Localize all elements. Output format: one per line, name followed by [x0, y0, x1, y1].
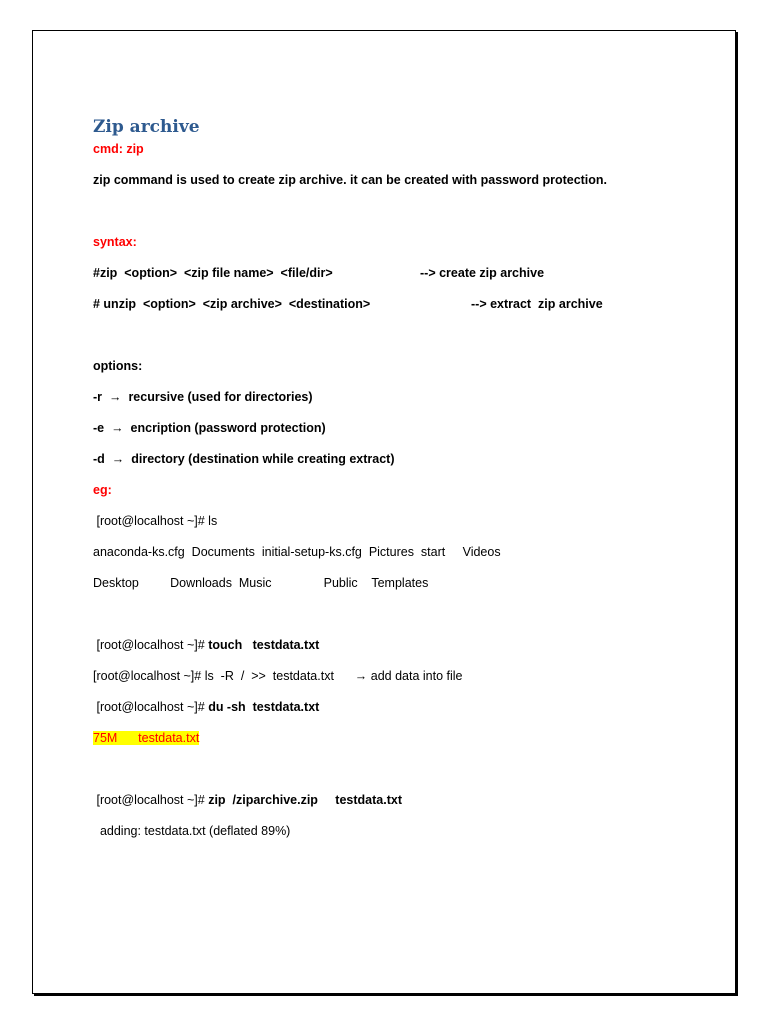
- right-arrow-icon: →: [111, 421, 124, 435]
- eg-label: eg:: [93, 483, 112, 497]
- option-e: [93, 420, 326, 436]
- option-flag: -r: [93, 390, 103, 404]
- option-flag: -e: [93, 421, 105, 435]
- right-arrow-icon: →: [108, 390, 122, 404]
- syntax-label: syntax:: [93, 235, 137, 249]
- example-touch-line: [93, 637, 319, 653]
- example-ls-redirect-line: [93, 668, 462, 684]
- zip-output: adding: testdata.txt (deflated 89%): [93, 824, 291, 838]
- cmd-label: cmd: zip: [93, 142, 144, 156]
- option-flag: -d: [93, 452, 105, 466]
- shell-prompt: [root@localhost ~]#: [93, 700, 209, 714]
- shell-prompt: [root@localhost ~]#: [93, 638, 209, 652]
- ls-redirect-command: [root@localhost ~]# ls -R / >> testdata.txt: [93, 669, 355, 683]
- option-d: [93, 451, 394, 467]
- du-result-highlight: 75M testdata.txt: [93, 731, 200, 745]
- syntax-zip-desc: --> create zip archive: [420, 266, 545, 280]
- zip-command: zip /ziparchive.zip testdata.txt: [208, 793, 402, 807]
- option-r: [93, 389, 313, 405]
- option-text: encription (password protection): [130, 421, 326, 435]
- syntax-unzip-desc: --> extract zip archive: [471, 297, 603, 311]
- du-command: du -sh testdata.txt: [208, 700, 320, 714]
- page-title: Zip archive: [93, 117, 200, 137]
- right-arrow-icon: →: [111, 452, 125, 466]
- description: zip command is used to create zip archive. it can be created with password protection.: [93, 173, 608, 187]
- example-du-line: [93, 699, 319, 715]
- option-text: recursive (used for directories): [128, 390, 313, 404]
- shell-prompt: [root@localhost ~]#: [93, 793, 209, 807]
- option-text: directory (destination while creating extract): [131, 452, 395, 466]
- right-arrow-icon: →: [354, 669, 368, 683]
- ls-redirect-note: add data into file: [367, 669, 463, 683]
- syntax-unzip-cmd: # unzip <option> <zip archive> <destination>: [93, 297, 371, 311]
- ls-output-row-1: anaconda-ks.cfg Documents initial-setup-ks.cfg Pictures start Videos: [93, 545, 501, 559]
- document-page: [32, 30, 736, 994]
- touch-command: touch testdata.txt: [208, 638, 320, 652]
- example-ls-prompt: [root@localhost ~]# ls: [93, 514, 218, 528]
- ls-output-row-2: Desktop Downloads Music Public Templates: [93, 576, 429, 590]
- du-result: [93, 730, 199, 746]
- syntax-zip-cmd: #zip <option> <zip file name> <file/dir>: [93, 266, 333, 280]
- example-zip-line: [93, 792, 402, 808]
- options-label: options:: [93, 359, 143, 373]
